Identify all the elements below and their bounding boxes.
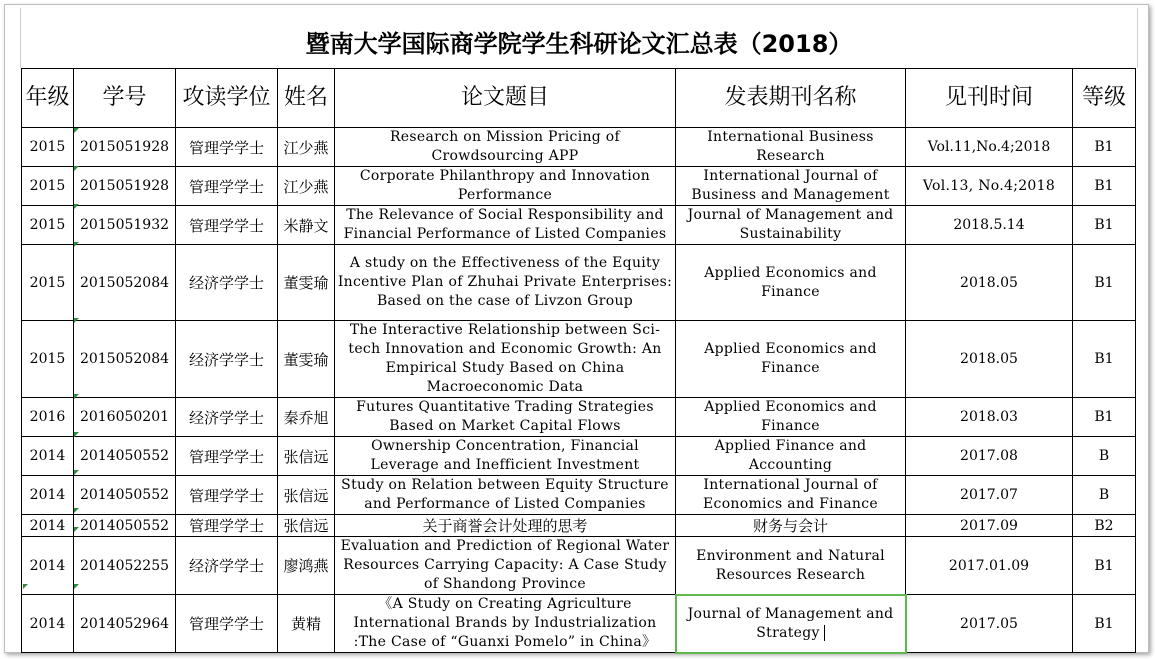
error-indicator-icon[interactable]: [74, 128, 79, 133]
cell-published[interactable]: Vol.11,No.4;2018: [906, 128, 1073, 167]
cell-published[interactable]: 2017.08: [906, 437, 1073, 476]
table-row: [22, 476, 1136, 515]
cell-name[interactable]: 江少燕: [278, 128, 335, 167]
cell-journal-selected[interactable]: [676, 595, 906, 653]
cell-paper-title[interactable]: The Interactive Relationship between Sci-tech Innovation and Economic Growth: An Empirical Study Based on China Macroeconomic Data: [335, 321, 676, 398]
cell-paper-title[interactable]: Ownership Concentration, Financial Leverage and Inefficient Investment: [335, 437, 676, 476]
cell-student-id[interactable]: 2014050552: [74, 476, 176, 515]
header-grade[interactable]: 年级: [22, 69, 74, 128]
cell-student-id[interactable]: 2015052084: [74, 321, 176, 398]
cell-student-id[interactable]: 2014052964: [74, 595, 176, 653]
cell-degree[interactable]: 经济学学士: [176, 321, 278, 398]
cell-level[interactable]: B1: [1073, 595, 1136, 653]
cell-level[interactable]: B: [1073, 476, 1136, 515]
header-degree[interactable]: 攻读学位: [176, 69, 278, 128]
error-indicator-icon[interactable]: [74, 204, 79, 209]
cell-grade[interactable]: 2015: [22, 167, 74, 206]
table-row: [22, 206, 1136, 245]
cell-name[interactable]: 秦乔旭: [278, 398, 335, 437]
error-indicator-icon[interactable]: [74, 584, 79, 589]
header-student-id[interactable]: 学号: [74, 69, 176, 128]
header-paper-title[interactable]: 论文题目: [335, 69, 676, 128]
error-indicator-icon[interactable]: [74, 166, 79, 171]
cell-published[interactable]: 2017.01.09: [906, 537, 1073, 595]
table-row: [22, 595, 1136, 653]
cell-paper-title[interactable]: 关于商誉会计处理的思考: [335, 515, 676, 537]
cell-grade[interactable]: 2014: [22, 437, 74, 476]
table-row: [22, 537, 1136, 595]
text-cursor: [824, 625, 825, 641]
cell-journal[interactable]: Applied Economics and Finance: [676, 245, 906, 321]
cell-name[interactable]: 江少燕: [278, 167, 335, 206]
cell-level[interactable]: B1: [1073, 206, 1136, 245]
header-level[interactable]: 等级: [1073, 69, 1136, 128]
error-indicator-icon[interactable]: [74, 318, 79, 323]
cell-published[interactable]: 2018.05: [906, 321, 1073, 398]
table-row: [22, 398, 1136, 437]
cell-published[interactable]: Vol.13, No.4;2018: [906, 167, 1073, 206]
cell-journal[interactable]: Applied Economics and Finance: [676, 321, 906, 398]
cell-journal[interactable]: Journal of Management and Sustainability: [676, 206, 906, 245]
cell-name[interactable]: 米静文: [278, 206, 335, 245]
gridline-right: [1137, 8, 1138, 68]
header-journal[interactable]: 发表期刊名称: [676, 69, 906, 128]
cell-degree[interactable]: 管理学学士: [176, 437, 278, 476]
cell-level[interactable]: B1: [1073, 167, 1136, 206]
cell-published[interactable]: 2017.09: [906, 515, 1073, 537]
cell-name[interactable]: 黄精: [278, 595, 335, 653]
table-row: [22, 321, 1136, 398]
cell-journal[interactable]: Applied Economics and Finance: [676, 398, 906, 437]
cell-paper-title[interactable]: 《A Study on Creating Agriculture International Brands by Industrialization :The Case of “Guanxi Pomelo” in China》: [335, 595, 676, 653]
error-indicator-icon[interactable]: [23, 584, 28, 589]
cell-student-id[interactable]: 2015051928: [74, 167, 176, 206]
cell-paper-title[interactable]: Evaluation and Prediction of Regional Water Resources Carrying Capacity: A Case Study of Shandong Province: [335, 537, 676, 595]
cell-journal[interactable]: Environment and Natural Resources Research: [676, 537, 906, 595]
cell-degree[interactable]: 管理学学士: [176, 515, 278, 537]
cell-student-id[interactable]: 2015052084: [74, 245, 176, 321]
cell-paper-title[interactable]: Futures Quantitative Trading Strategies Based on Market Capital Flows: [335, 398, 676, 437]
cell-grade[interactable]: 2014: [22, 595, 74, 653]
cell-published[interactable]: 2018.5.14: [906, 206, 1073, 245]
cell-level[interactable]: B: [1073, 437, 1136, 476]
cell-name[interactable]: 张信远: [278, 437, 335, 476]
cell-journal[interactable]: International Business Research: [676, 128, 906, 167]
error-indicator-icon[interactable]: [74, 508, 79, 513]
cell-grade[interactable]: 2014: [22, 537, 74, 595]
cell-student-id[interactable]: 2014052255: [74, 537, 176, 595]
paper-summary-table: [21, 68, 1136, 653]
cell-name[interactable]: 张信远: [278, 515, 335, 537]
cell-journal-text: Journal of Management and Strategy: [687, 605, 894, 641]
cell-grade[interactable]: 2016: [22, 398, 74, 437]
table-row: [22, 128, 1136, 167]
cell-grade[interactable]: 2015: [22, 321, 74, 398]
cell-degree[interactable]: 管理学学士: [176, 476, 278, 515]
table-row: [22, 437, 1136, 476]
cell-level[interactable]: B1: [1073, 321, 1136, 398]
cell-degree[interactable]: 管理学学士: [176, 128, 278, 167]
cell-degree[interactable]: 管理学学士: [176, 167, 278, 206]
cell-published[interactable]: 2017.07: [906, 476, 1073, 515]
cell-published[interactable]: 2017.05: [906, 595, 1073, 653]
cell-level[interactable]: B1: [1073, 245, 1136, 321]
cell-published[interactable]: 2018.05: [906, 245, 1073, 321]
cell-name[interactable]: 廖鸿燕: [278, 537, 335, 595]
gridline-left: [20, 8, 21, 68]
cell-grade[interactable]: 2014: [22, 476, 74, 515]
cell-degree[interactable]: 经济学学士: [176, 537, 278, 595]
cell-name[interactable]: 董雯瑜: [278, 321, 335, 398]
cell-paper-title[interactable]: A study on the Effectiveness of the Equity Incentive Plan of Zhuhai Private Enterprises: Based on the case of Livzon Group: [335, 245, 676, 321]
header-row: [22, 69, 1136, 128]
cell-student-id[interactable]: 2014050552: [74, 437, 176, 476]
error-indicator-icon[interactable]: [74, 470, 79, 475]
cell-level[interactable]: B1: [1073, 398, 1136, 437]
cell-student-id[interactable]: 2015051932: [74, 206, 176, 245]
cell-degree[interactable]: 经济学学士: [176, 398, 278, 437]
cell-journal[interactable]: 财务与会计: [676, 515, 906, 537]
error-indicator-icon[interactable]: [74, 432, 79, 437]
cell-paper-title[interactable]: Research on Mission Pricing of Crowdsourcing APP: [335, 128, 676, 167]
cell-paper-title[interactable]: The Relevance of Social Responsibility and Financial Performance of Listed Companies: [335, 206, 676, 245]
cell-student-id[interactable]: 2014050552: [74, 515, 176, 537]
header-name[interactable]: 姓名: [278, 69, 335, 128]
cell-journal[interactable]: International Journal of Economics and Finance: [676, 476, 906, 515]
cell-grade[interactable]: 2015: [22, 245, 74, 321]
cell-grade[interactable]: 2015: [22, 128, 74, 167]
cell-level[interactable]: B1: [1073, 537, 1136, 595]
cell-published[interactable]: 2018.03: [906, 398, 1073, 437]
cell-degree[interactable]: 经济学学士: [176, 245, 278, 321]
cell-degree[interactable]: 管理学学士: [176, 206, 278, 245]
cell-student-id[interactable]: 2015051928: [74, 128, 176, 167]
table-row: [22, 515, 1136, 537]
table-row: [22, 167, 1136, 206]
header-published[interactable]: 见刊时间: [906, 69, 1073, 128]
cell-paper-title[interactable]: Corporate Philanthropy and Innovation Performance: [335, 167, 676, 206]
cell-degree[interactable]: 管理学学士: [176, 595, 278, 653]
cell-level[interactable]: B1: [1073, 128, 1136, 167]
cell-journal[interactable]: International Journal of Business and Management: [676, 167, 906, 206]
cell-grade[interactable]: 2014: [22, 515, 74, 537]
cell-paper-title[interactable]: Study on Relation between Equity Structure and Performance of Listed Companies: [335, 476, 676, 515]
sheet-title[interactable]: 暨南大学国际商学院学生科研论文汇总表（2018）: [305, 30, 853, 58]
table-row: [22, 245, 1136, 321]
cell-journal[interactable]: Applied Finance and Accounting: [676, 437, 906, 476]
error-indicator-icon[interactable]: [74, 394, 79, 399]
error-indicator-icon[interactable]: [74, 242, 79, 247]
cell-level[interactable]: B2: [1073, 515, 1136, 537]
cell-name[interactable]: 董雯瑜: [278, 245, 335, 321]
error-indicator-icon[interactable]: [74, 527, 79, 532]
cell-grade[interactable]: 2015: [22, 206, 74, 245]
cell-student-id[interactable]: 2016050201: [74, 398, 176, 437]
cell-name[interactable]: 张信远: [278, 476, 335, 515]
